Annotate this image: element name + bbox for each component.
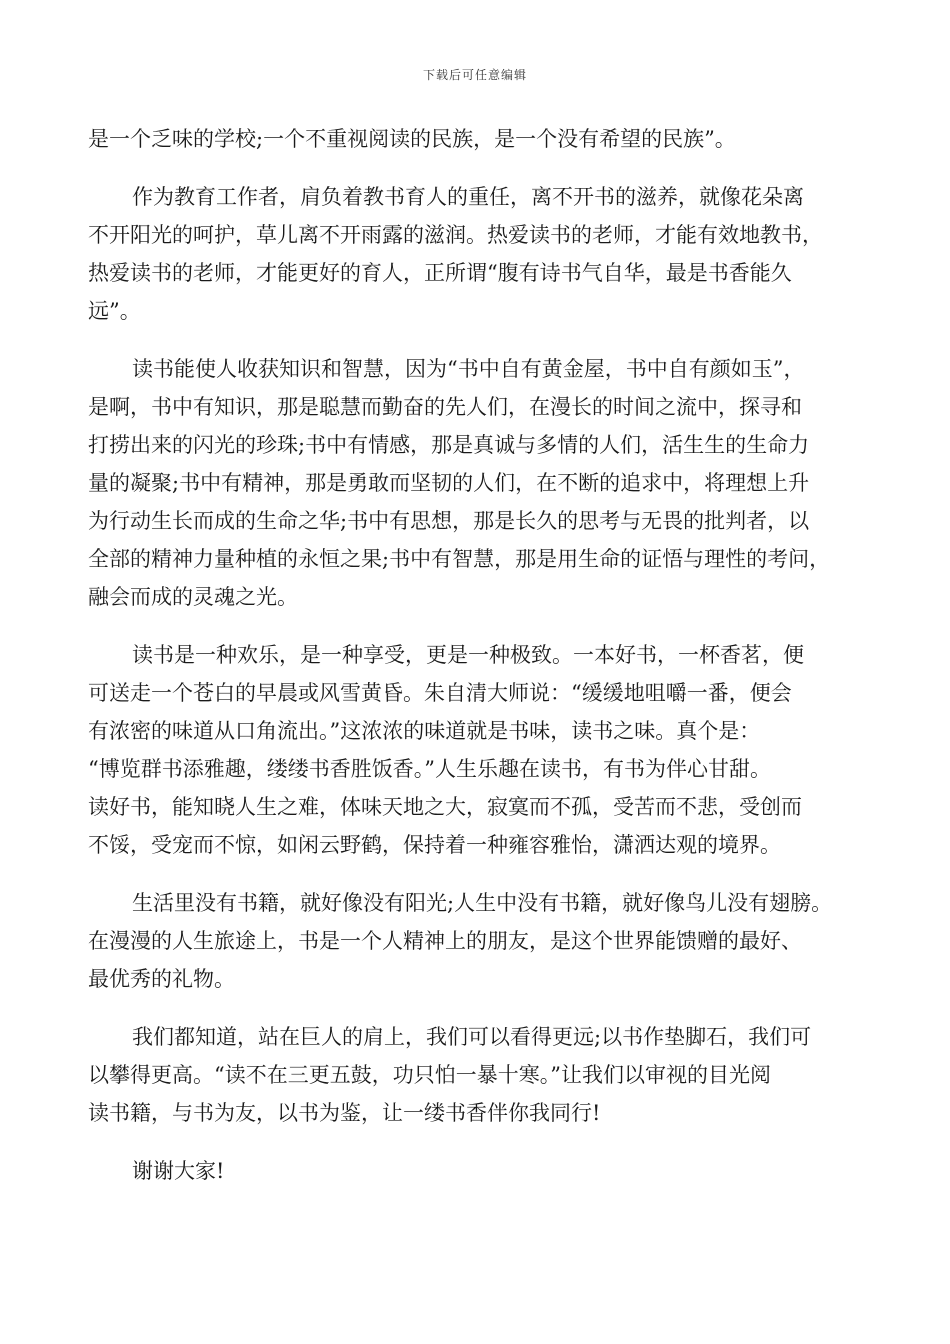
text-line: 作为教育工作者，肩负着教书育人的重任，离不开书的滋养，就像花朵离	[132, 185, 804, 209]
text-line: 可送走一个苍白的早晨或风雪黄昏。朱自清大师说：“缓缓地咀嚼一番，便会	[88, 681, 792, 705]
text-line: 热爱读书的老师，才能更好的育人，正所谓“腹有诗书气自华，最是书香能久	[88, 261, 792, 285]
closing-line: 谢谢大家!	[132, 1159, 225, 1183]
paragraph-6	[88, 1018, 878, 1132]
paragraph-5	[88, 884, 878, 998]
paragraph-4	[88, 636, 878, 864]
text-line: 读书籍，与书为友，以书为鉴，让一缕书香伴你我同行!	[88, 1101, 601, 1125]
text-line: 是一个乏味的学校;一个不重视阅读的民族，是一个没有希望的民族”。	[88, 127, 736, 151]
text-line: 以攀得更高。“读不在三更五鼓，功只怕一暴十寒。”让我们以审视的目光阅	[88, 1063, 771, 1087]
text-line: 我们都知道，站在巨人的肩上，我们可以看得更远;以书作垫脚石，我们可	[132, 1025, 812, 1049]
text-line: 远”。	[88, 299, 141, 323]
text-line: 为行动生长而成的生命之华;书中有思想，那是长久的思考与无畏的批判者，以	[88, 509, 810, 533]
text-line: 最优秀的礼物。	[88, 967, 235, 991]
text-line: 融会而成的灵魂之光。	[88, 585, 298, 609]
text-line: 是啊，书中有知识，那是聪慧而勤奋的先人们，在漫长的时间之流中，探寻和	[88, 395, 802, 419]
text-line: 生活里没有书籍，就好像没有阳光;人生中没有书籍，就好像鸟儿没有翅膀。	[132, 891, 833, 915]
text-line: 读书是一种欢乐，是一种享受，更是一种极致。一本好书，一杯香茗，便	[132, 643, 804, 667]
text-line: 有浓密的味道从口角流出。”这浓浓的味道就是书味，读书之味。真个是：	[88, 719, 761, 743]
header-note: 下载后可任意编辑	[422, 68, 527, 82]
paragraph-2	[88, 178, 878, 330]
text-line: 不馁，受宠而不惊，如闲云野鹤，保持着一种雍容雅怡，潇洒达观的境界。	[88, 833, 781, 857]
text-line: 读书能使人收获知识和智慧，因为“书中自有黄金屋，书中自有颜如玉”，	[132, 357, 805, 381]
paragraph-7	[88, 1152, 878, 1190]
document-body	[88, 120, 878, 1190]
text-line: 打捞出来的闪光的珍珠;书中有情感，那是真诚与多情的人们，活生生的生命力	[88, 433, 810, 457]
text-line: 在漫漫的人生旅途上，书是一个人精神上的朋友，是这个世界能馈赠的最好、	[88, 929, 802, 953]
paragraph-1	[88, 120, 878, 158]
paragraph-3	[88, 350, 878, 616]
text-line: 读好书，能知晓人生之难，体味天地之大，寂寞而不孤，受苦而不悲，受创而	[88, 795, 802, 819]
text-line: “博览群书添雅趣，缕缕书香胜饭香。”人生乐趣在读书，有书为伴心甘甜。	[88, 757, 771, 781]
text-line: 全部的精神力量种植的永恒之果;书中有智慧，那是用生命的证悟与理性的考问，	[88, 547, 831, 571]
text-line: 不开阳光的呵护，草儿离不开雨露的滋润。热爱读书的老师，才能有效地教书，	[88, 223, 823, 247]
text-line: 量的凝聚;书中有精神，那是勇敢而坚韧的人们，在不断的追求中，将理想上升	[88, 471, 810, 495]
